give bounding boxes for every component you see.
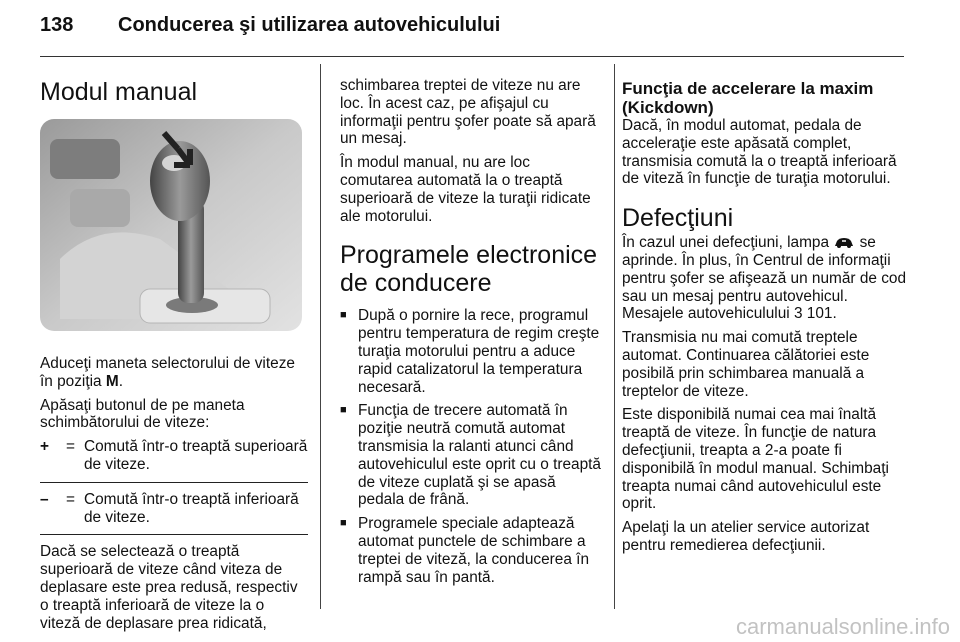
paragraph: Transmisia nu mai comută treptele automat. Continuarea călătoriei este posibilă prin schimbarea manuală a treptelor de viteze. — [622, 329, 870, 400]
reference-arrow-icon: 3 — [793, 305, 803, 323]
section-heading-kickdown: Funcţia de accelerare la maxim (Kickdown) — [622, 79, 874, 117]
bullet-list — [340, 307, 606, 586]
column-1 — [40, 66, 308, 638]
watermark: carmanualsonline.info — [735, 614, 950, 639]
key-divider — [40, 534, 308, 535]
gear-selector-photo — [40, 119, 302, 331]
column-3 — [622, 66, 908, 561]
key-row-minus: – = Comută într-o treaptă inferioară de viteze. — [40, 490, 299, 526]
plus-icon: + — [40, 438, 49, 456]
list-item: ■ După o pornire la rece, programul pentru temperatura de regim creşte turaţia motorului pentru a aduce rapid catalizatorul la temperatura necesară. — [340, 307, 606, 396]
minus-icon: – — [40, 490, 49, 508]
page-number: 138 — [40, 14, 74, 36]
paragraph: În cazul unei defecţiuni, lampa se aprinde. În plus, în Centrul de informaţii pentru şofer se afişează un număr de cod sau un mesaj pentru autovehicul. Mesajele autovehiculului 3 101. — [622, 234, 907, 323]
key-divider — [40, 482, 308, 483]
section-heading-electronic-programs: Programele electronice de conducere — [340, 241, 598, 298]
list-item: ■ Programele speciale adaptează automat punctele de schimbare a treptei de viteză, la conducerea în rampă sau în pantă. — [340, 515, 606, 586]
paragraph: Dacă, în modul automat, pedala de acceleraţie este apăsată complet, transmisia comută la o treaptă inferioară de viteză în funcţie de turaţia motorului. — [622, 117, 897, 188]
column-divider — [614, 64, 615, 609]
section-heading-manual-mode: Modul manual — [40, 78, 198, 106]
chapter-title: Conducerea şi utilizarea autovehiculului — [118, 14, 501, 36]
paragraph: În modul manual, nu are loc comutarea automată la o treaptă superioară de viteze la turaţii ridicate ale motorului. — [340, 154, 591, 225]
car-wrench-icon — [833, 236, 855, 248]
paragraph: schimbarea treptei de viteze nu are loc. În acest caz, pe afişajul cu informaţii pentru şofer poate să apară un mesaj. — [340, 77, 596, 148]
paragraph: Apăsaţi butonul de pe maneta schimbătorului de viteze: — [40, 396, 245, 432]
paragraph: Dacă se selectează o treaptă superioară de viteze când viteza de deplasare este prea redusă, respectiv o treaptă inferioară de viteze la o viteză de deplasare prea ridicată, — [40, 543, 298, 632]
paragraph: Aduceţi maneta selectorului de viteze în poziţia M. — [40, 355, 295, 390]
key-row-plus: + = Comută într-o treaptă superioară de viteze. — [40, 438, 308, 473]
column-2 — [340, 66, 606, 592]
list-item: ■ Funcţia de trecere automată în poziţie neutră comută automat transmisia la ralanti atunci când autovehiculul este oprit cu o treaptă de viteze cuplată şi se apasă pedala de frână. — [340, 402, 606, 509]
header-rule — [40, 56, 904, 57]
paragraph: Apelaţi la un atelier service autorizat pentru remedierea defecţiunii. — [622, 519, 870, 554]
section-heading-faults: Defecţiuni — [622, 204, 734, 233]
column-divider — [320, 64, 321, 609]
paragraph: Este disponibilă numai cea mai înaltă treaptă de viteze. În funcţie de natura defecţiunii, treapta a 2-a poate fi disponibilă în modul manual. Schimbaţi treapta numai când autovehiculul este oprit. — [622, 406, 889, 513]
page-header — [40, 14, 500, 37]
